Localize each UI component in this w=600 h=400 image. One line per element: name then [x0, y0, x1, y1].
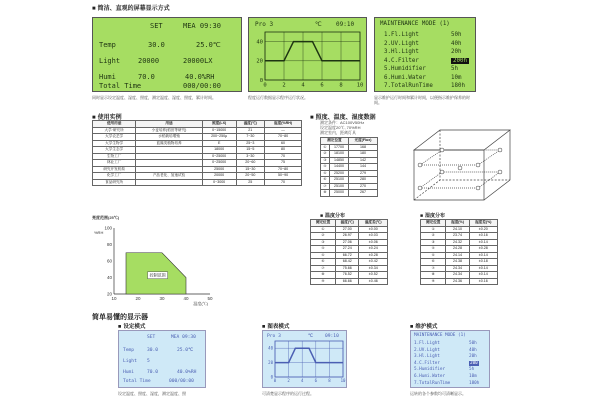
humi-table-cell: 24.10 [446, 226, 469, 233]
humi-table-cell: 24.14 [446, 252, 469, 259]
temp-table-cell: 68.42 [336, 259, 359, 266]
usage-table-cell: 生物工厂 [93, 153, 136, 160]
humi-table-cell: ② [421, 233, 446, 240]
maintenance-item-label: 4.C.Filter [384, 57, 419, 64]
range-y-tick: 40 [106, 275, 112, 280]
lcd-set-mode [92, 17, 242, 92]
y-tick-label: 0 [259, 77, 263, 84]
humi-table-cell: 24.38 [446, 259, 469, 266]
temp-table-cell: ⑧ [311, 272, 336, 279]
lcd-humi-label: Humi [99, 73, 116, 81]
range-x-tick: 20 [135, 296, 141, 301]
lcd-time-label: 09:10 [336, 21, 355, 28]
small-lcd-graph-mode [262, 330, 347, 388]
small-set-label: SET [147, 335, 156, 340]
humi-table-cell: 23.74 [446, 233, 469, 240]
temp-table-row [311, 272, 388, 279]
light-table-cell: 25100 [330, 177, 349, 184]
temp-table-row [311, 246, 388, 253]
usage-table-cell: 50~90 [265, 173, 302, 180]
usage-table-cell: 0~15000 [202, 127, 236, 134]
usage-table-cell: 0~25000 [202, 160, 236, 167]
maintenance-item-label: 1.Fl.Light [384, 32, 419, 38]
temp-table-cell: ±0.06 [359, 239, 388, 246]
bottom-graph-mode-title: ■ 图表模式 [262, 322, 289, 330]
range-x-tick: 40 [183, 296, 189, 301]
temp-table-cell: ② [311, 233, 336, 240]
small-mea-label: MEA 09:30 [171, 335, 196, 340]
usage-table-cell: 小麦培养(稻田等研究) [136, 127, 203, 134]
humi-table-cell: 24.32 [446, 239, 469, 246]
usage-table-cell: 化学工厂 [93, 173, 136, 180]
humi-table-cell: ±0.14 [469, 272, 497, 279]
lcd-unit-label: ℃ [315, 21, 322, 28]
humi-table-title: ■ 湿度分布 [420, 212, 445, 219]
small-humi-mea: 40.0%RH [177, 370, 197, 375]
program-series-line [275, 348, 343, 362]
humi-table-cell: 24.34 [446, 272, 469, 279]
light-table-cell: 279 [348, 170, 377, 177]
light-table-cell: 25200 [330, 170, 349, 177]
usage-table-cell: 蓝藻类植物培养 [136, 140, 203, 147]
temp-table-cell: 75.66 [336, 265, 359, 272]
usage-table-cell: 3~30 [236, 153, 265, 160]
usage-table-cell: 20~60 [236, 160, 265, 167]
maintenance-item-label: 5.Humidifier [384, 66, 426, 72]
plot-frame [275, 341, 343, 377]
temp-table-cell: ⑨ [311, 278, 336, 285]
light-table-header: 光度(Flux) [348, 138, 377, 145]
light-table-cell: 267 [348, 190, 377, 197]
small-maintenance-item-label: 5.Humidifier [414, 367, 446, 373]
x-tick-label: 8 [328, 378, 331, 383]
small-maintenance-title: MAINTENANCE MODE (1) [414, 333, 466, 338]
temp-table-row [311, 233, 388, 240]
x-tick-label: 6 [314, 378, 318, 383]
maintenance-item-label: 3.Hl.Light [384, 49, 419, 55]
usage-table-cell: 70~80 [265, 134, 302, 141]
temp-table-title: ■ 温度分布 [320, 212, 345, 219]
small-total-value: 000/00:00 [169, 379, 194, 384]
maintenance-item-label: 2.UV.Light [384, 40, 419, 47]
light-table-cell: ③ [321, 157, 330, 164]
humi-table-row [421, 226, 498, 233]
usage-table-header: 用途 [136, 121, 203, 128]
range-x-label: 温度(℃) [193, 301, 208, 306]
section-title-light-data: ■ 照度、温度、湿度数据 [310, 112, 376, 121]
small-light-set: 5 [147, 359, 150, 364]
temp-table-cell: ⑦ [311, 265, 336, 272]
lcd-total-label: Total Time [99, 82, 142, 90]
maintenance-item-value: 200h [453, 57, 467, 64]
small-maintenance-item-value: 40h [469, 347, 477, 353]
light-table-cell: 25000 [330, 190, 349, 197]
usage-table-cell: 70 [265, 153, 302, 160]
caption-graph-mode: 程度运行数据显示程序运行状况。 [248, 95, 308, 100]
small-maintenance-item-label: 6.Humi.Water [414, 374, 446, 379]
humi-table-cell: ±0.14 [469, 252, 497, 259]
usage-table-cell: 0~25000 [202, 153, 236, 160]
light-table-cell: 18100 [330, 151, 349, 158]
usage-table-cell: 大学生物学 [93, 140, 136, 147]
temp-table-row [311, 259, 388, 266]
range-x-tick: 30 [159, 296, 165, 301]
humi-table-cell: ⑦ [421, 265, 446, 272]
light-table-cell: 280 [348, 177, 377, 184]
small-time-label: 09:10 [325, 334, 339, 339]
light-table-cell: ⑥ [321, 177, 330, 184]
small-maintenance-item-label: 7.TotalRunTime [414, 380, 451, 386]
usage-table-cell: 产品老化、加速试验 [136, 173, 203, 180]
x-tick-label: 10 [356, 82, 364, 89]
temp-table-cell: ±0.28 [359, 252, 388, 259]
usage-table-header: 温度(℃) [236, 121, 265, 128]
usage-table-header: 照度(LX) [202, 121, 236, 128]
humi-table-cell: ±0.16 [469, 233, 497, 240]
light-table-cell: ⑧ [321, 190, 330, 197]
usage-table-cell: 60 [265, 140, 302, 147]
temp-table-cell: ±0.46 [359, 278, 388, 285]
bottom-set-caption: 设定温度、照度、湿度，测定温度、照 [118, 391, 186, 396]
small-temp-mea: 25.0℃ [177, 348, 194, 353]
x-tick-label: 2 [282, 82, 286, 89]
program-series-line [265, 42, 360, 61]
maintenance-item-value: 50h [451, 32, 462, 38]
humi-table-row [421, 233, 498, 240]
humi-table-row [421, 252, 498, 259]
small-light-label: Light [123, 359, 137, 364]
program-chart [249, 18, 368, 93]
temp-table-cell: 26.97 [336, 233, 359, 240]
light-table-cell: 180 [348, 151, 377, 158]
humi-table-cell: ⑨ [421, 278, 446, 285]
maintenance-title: MAINTENANCE MODE (1) [380, 21, 450, 27]
range-y-tick: 80 [106, 242, 112, 247]
usage-table-cell: — [265, 127, 302, 134]
y-tick-label: 20 [256, 58, 263, 65]
maintenance-item-value: 180h [451, 83, 465, 89]
humi-table-row [421, 259, 498, 266]
usage-table-cell: 18000 [202, 147, 236, 154]
light-table [320, 137, 378, 197]
humi-table-cell: 24.36 [446, 278, 469, 285]
usage-table-cell: 25 [236, 179, 265, 186]
light-table-cell: 25100 [330, 183, 349, 190]
usage-table-row [93, 179, 302, 186]
caption-maintenance-mode: 显示维护运行时间和累计时间，以便指示维护保养的时间。 [374, 95, 470, 105]
range-y-tick: 20 [106, 291, 112, 297]
small-humi-label: Humi [123, 370, 135, 375]
temp-table-cell: ±0.03 [359, 233, 388, 240]
humi-table-cell: ±0.20 [469, 226, 497, 233]
y-tick-label: 40 [256, 39, 263, 46]
temp-table-cell: ⑤ [311, 252, 336, 259]
temp-distribution-table [310, 219, 388, 285]
temp-table-cell: ±0.34 [359, 265, 388, 272]
y-tick-label: 40 [268, 345, 273, 351]
temp-table-row [311, 226, 388, 233]
temp-table-cell: 27.00 [336, 226, 359, 233]
humi-table-header: 湿度(%) [446, 220, 469, 227]
light-table-cell: 142 [348, 157, 377, 164]
small-maintenance-item-label: 3.Hl.Light [414, 354, 440, 360]
x-tick-label: 4 [300, 378, 304, 383]
maintenance-item-value: 20h [451, 49, 462, 55]
light-table-cell: 17700 [330, 144, 349, 151]
light-table-cell: ⑤ [321, 170, 330, 177]
temp-table-cell: ±0.42 [359, 259, 388, 266]
usage-table [92, 120, 302, 186]
usage-table-cell [136, 179, 203, 186]
humi-table-cell: ⑤ [421, 252, 446, 259]
humi-table-row [421, 272, 498, 279]
humi-table-row [421, 239, 498, 246]
small-unit-label: ℃ [308, 334, 314, 339]
small-maintenance-item-label: 4.C.Filter [414, 360, 440, 366]
maintenance-item-label: 6.Humi.Water [384, 74, 426, 81]
region-label: 控制范围 [149, 272, 166, 278]
temp-table-cell: ④ [311, 246, 336, 253]
range-x-tick: 50 [207, 296, 213, 301]
usage-table-cell: 80 [265, 147, 302, 154]
usage-table-cell: 林业工厂 [93, 160, 136, 167]
humi-table-cell: ③ [421, 239, 446, 246]
humi-table-cell: ±0.16 [469, 278, 497, 285]
x-tick-label: 4 [301, 82, 305, 89]
small-maintenance-item-value: 10m [469, 374, 477, 379]
y-tick-label: 0 [270, 374, 273, 380]
humi-table-row [421, 246, 498, 253]
humi-table-row [421, 265, 498, 272]
lcd-temp-set: 30.0 [148, 41, 165, 49]
usage-table-cell: 70 [265, 179, 302, 186]
range-x-tick: 10 [111, 296, 117, 301]
section-title-usage: ■ 使用实例 [92, 112, 122, 121]
small-lcd-maintenance [410, 330, 490, 388]
y-tick-label: 20 [268, 359, 273, 365]
humi-table-cell: ±0.14 [469, 265, 497, 272]
temp-table-header: 温度(℃) [336, 220, 359, 227]
bottom-maint-caption: 运转的各个参数均可清晰显示。 [410, 391, 466, 396]
small-maintenance-item-label: 2.UV.Light [414, 347, 440, 353]
humi-table-cell: ① [421, 226, 446, 233]
x-tick-label: 10 [340, 378, 346, 383]
light-table-header: 测定位置 [321, 138, 349, 145]
small-maintenance-item-label: 1.Fl.Light [414, 341, 440, 346]
humi-table-cell: ±0.14 [469, 239, 497, 246]
section-title-display: ■ 简洁、直观的屏幕显示方式 [92, 3, 170, 12]
small-maintenance-item-value: 50h [469, 341, 477, 346]
humi-table-row [421, 278, 498, 285]
range-chart-title: 亮度范围(25℃) [92, 215, 120, 220]
usage-table-cell: 大学·研究所 [93, 127, 136, 134]
small-pro-label: Pro 3 [267, 334, 281, 339]
temp-table-cell: 27.06 [336, 239, 359, 246]
lcd-graph-mode [248, 17, 367, 92]
temp-table-cell: 76.52 [336, 272, 359, 279]
temp-table-cell: ±0.24 [359, 246, 388, 253]
light-table-cell: 144 [348, 164, 377, 171]
chamber-diagram [400, 120, 520, 205]
humi-table-cell: ±0.18 [469, 259, 497, 266]
usage-table-cell: 20000 [202, 173, 236, 180]
small-maintenance-item-value: 200 [470, 360, 478, 366]
maintenance-item-value: 10m [451, 74, 462, 81]
temp-table-header: 测定位置 [311, 220, 336, 227]
temp-table-row [311, 265, 388, 272]
caption-set-mode: 同时显示设定温度、湿度、照度，测定温度、湿度、照度，累计时间。 [92, 95, 216, 100]
light-table-row [321, 190, 378, 197]
lcd-humi-mea: 40.0%RH [185, 73, 215, 81]
range-y-tick: 100 [104, 225, 112, 231]
light-table-cell: 270 [348, 183, 377, 190]
light-condition-c: 测定室内，距离灯具 [320, 130, 356, 135]
temp-table-row [311, 278, 388, 285]
x-tick-label: 2 [287, 378, 290, 383]
range-chart [92, 222, 217, 306]
light-table-cell: 14400 [330, 164, 349, 171]
usage-table-cell: 水稻栽培增殖 [136, 134, 203, 141]
maintenance-item-value: 5h [451, 66, 458, 72]
humi-table-cell: ④ [421, 246, 446, 253]
temp-table-cell: ±0.00 [359, 226, 388, 233]
small-temp-label: Temp [123, 348, 135, 353]
usage-table-cell: 70~80 [265, 166, 302, 173]
usage-table-cell: 食品研究所 [93, 179, 136, 186]
x-tick-label: 0 [273, 378, 277, 383]
usage-table-cell: 研究开发机构 [93, 166, 136, 173]
x-tick-label: 6 [320, 82, 324, 89]
usage-table-cell: 20~50 [236, 173, 265, 180]
usage-table-cell: 200~250μ [202, 134, 236, 141]
humi-table-header: 湿度差(%) [469, 220, 497, 227]
usage-table-cell: 25000 [202, 166, 236, 173]
lcd-light-mea: 20000LX [183, 57, 213, 65]
lcd-mea-label: MEA 09:30 [183, 22, 221, 30]
usage-table-cell: 21 [236, 127, 265, 134]
lcd-set-label: SET [150, 22, 163, 30]
light-table-cell: ④ [321, 164, 330, 171]
small-maintenance-item-value: 5h [469, 367, 475, 373]
small-maintenance-item-value: 180h [469, 380, 480, 386]
temp-table-cell: 66.66 [336, 278, 359, 285]
usage-table-cell: 15~5 [236, 147, 265, 154]
light-condition-a: 测定条件：AC100V50Hz [320, 120, 365, 125]
light-condition-b: 设定温度20℃, 70%RH [320, 125, 361, 130]
plot-frame [265, 32, 360, 80]
lcd-maintenance-mode [374, 17, 476, 92]
usage-table-cell: 15~30 [236, 166, 265, 173]
lcd-humi-set: 70.0 [138, 73, 155, 81]
humi-table-cell: ⑧ [421, 272, 446, 279]
range-y-tick: 60 [106, 258, 112, 264]
humi-table-cell: 24.34 [446, 265, 469, 272]
temp-table-cell: ① [311, 226, 336, 233]
usage-table-cell: E [202, 140, 236, 147]
range-y-label: %RH [94, 230, 104, 235]
usage-table-cell: 大学生态学 [93, 147, 136, 154]
temp-table-cell: ③ [311, 239, 336, 246]
temp-table-row [311, 252, 388, 259]
light-table-cell: ① [321, 144, 330, 151]
section-title-easy-display: 简单易懂的显示器 [92, 314, 148, 321]
bottom-graph-caption: 可清楚显示程序的运行过程。 [262, 391, 314, 396]
bottom-maint-mode-title: ■ 维护模式 [410, 322, 437, 330]
lcd-temp-mea: 25.0℃ [196, 41, 221, 49]
lcd-total-value: 000/00:00 [183, 82, 221, 90]
usage-table-cell: 25~3 [236, 140, 265, 147]
small-total-label: Total Time [123, 379, 151, 384]
temp-table-cell: 66.72 [336, 252, 359, 259]
x-tick-label: 0 [263, 82, 267, 89]
light-table-cell: 168 [348, 144, 377, 151]
usage-table-header: 使用用途 [93, 121, 136, 128]
light-table-cell: 14850 [330, 157, 349, 164]
humi-table-cell: 24.28 [446, 246, 469, 253]
temp-table-cell: ⑥ [311, 259, 336, 266]
temp-table-cell: ±0.52 [359, 272, 388, 279]
small-lcd-set-mode [118, 330, 206, 388]
lcd-light-label: Light [99, 57, 121, 65]
light-table-cell: ⑦ [321, 183, 330, 190]
usage-table-header: 湿度(%RH) [265, 121, 302, 128]
temp-table-header: 温度差(℃) [359, 220, 388, 227]
lcd-light-set: 20000 [138, 57, 160, 65]
lcd-pro-label: Pro 3 [255, 21, 274, 28]
humi-distribution-table [420, 219, 498, 285]
usage-table-cell: 0~3000 [202, 179, 236, 186]
maintenance-item-value: 40h [451, 40, 462, 47]
bottom-set-mode-title: ■ 设定模式 [118, 322, 145, 330]
usage-table-cell: 75 [265, 160, 302, 167]
temp-table-cell: 27.24 [336, 246, 359, 253]
small-maintenance-item-value: 20h [469, 354, 477, 360]
x-tick-label: 8 [339, 82, 343, 89]
humi-table-header: 测定位置 [421, 220, 446, 227]
temp-table-row [311, 239, 388, 246]
maintenance-item-label: 7.TotalRunTime [384, 83, 433, 89]
small-temp-set: 30.0 [147, 348, 159, 353]
small-humi-set: 70.0 [147, 370, 159, 375]
light-table-cell: ② [321, 151, 330, 158]
small-program-chart [263, 331, 348, 389]
usage-table-cell: 大学农艺学 [93, 134, 136, 141]
humi-table-cell: ±0.28 [469, 246, 497, 253]
lcd-temp-label: Temp [99, 41, 116, 49]
usage-table-cell: 7~30 [236, 134, 265, 141]
humi-table-cell: ⑥ [421, 259, 446, 266]
